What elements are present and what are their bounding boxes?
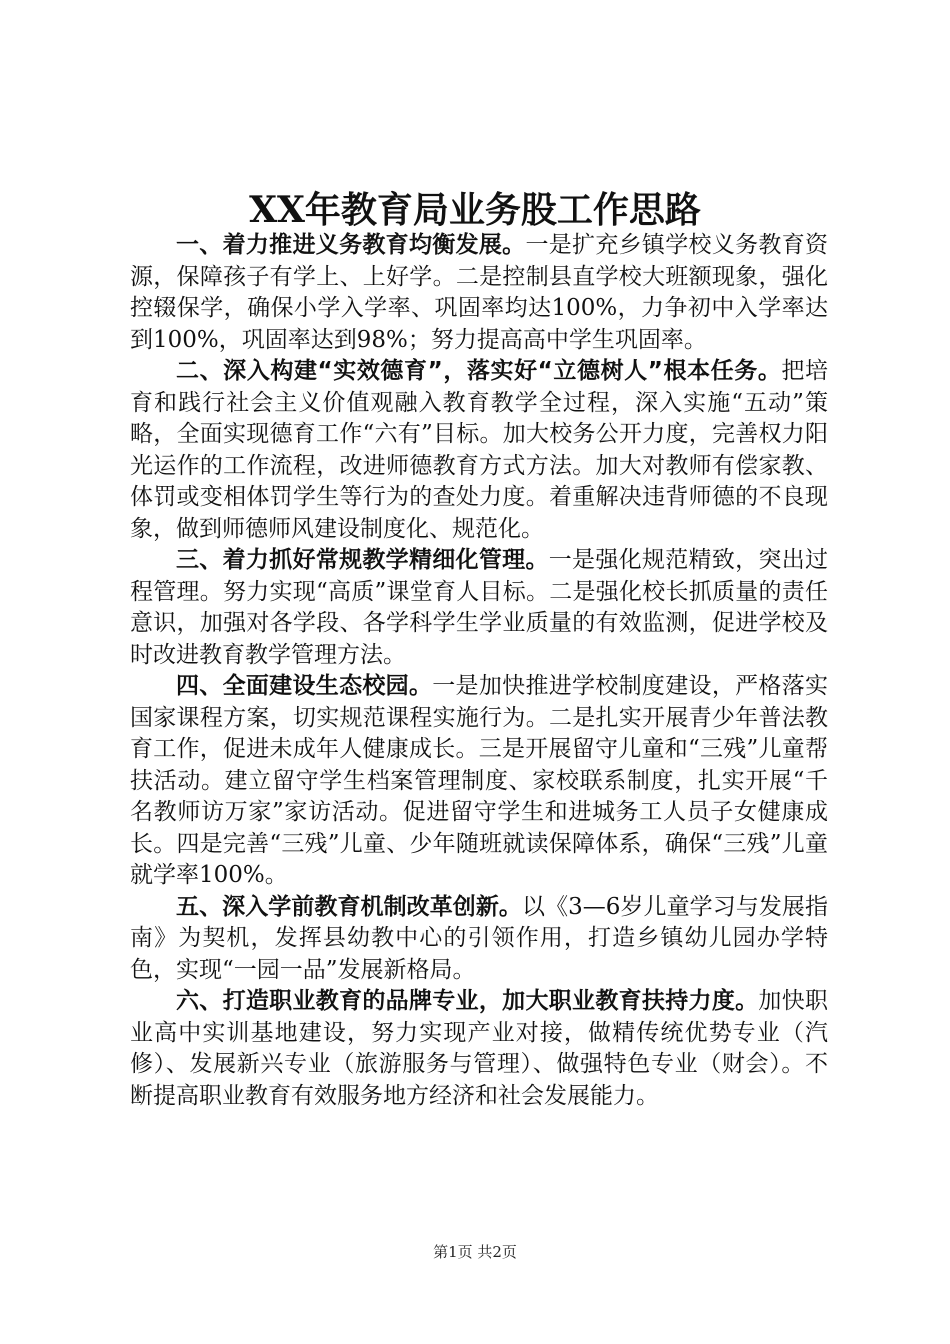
section-heading: 四、全面建设生态校园。 <box>176 673 433 699</box>
section-heading: 五、深入学前教育机制改革创新。 <box>176 893 522 920</box>
section-6 <box>130 986 828 1112</box>
document-title: XX年教育局业务股工作思路 <box>249 189 701 231</box>
section-2 <box>130 356 828 545</box>
section-text: 一是强化规范精致，突出过程管理。努力实现“高质”课堂育人目标。二是强化校长抓质量的责任意识，加强对各学段、各学科学生学业质量的有效监测，促进学校及时改进教育教学管理方法。 <box>130 547 829 668</box>
section-text: 一是扩充乡镇学校义务教育资源，保障孩子有学上、上好学。二是控制县直学校大班额现象，强化控辍保学，确保小学入学率、巩固率均达100%，力争初中入学率达到100%，巩固率达到98%；努力提高高中学生巩固率。 <box>130 232 829 353</box>
section-3 <box>130 545 828 671</box>
section-text: 以《3—6岁儿童学习与发展指南》为契机，发挥县幼教中心的引领作用，打造乡镇幼儿园办学特色，实现“一园一品”发展新格局。 <box>130 893 828 983</box>
section-4 <box>130 671 828 892</box>
section-heading: 一、着力推进义务教育均衡发展。 <box>176 232 526 258</box>
section-1 <box>130 230 828 356</box>
section-text: 把培育和践行社会主义价值观融入教育教学全过程，深入实施“五动”策略，全面实现德育工作“六有”目标。加大校务公开力度，完善权力阳光运作的工作流程，改进师德教育方式方法。加大对教师有偿家教、体罚或变相体罚学生等行为的查处力度。着重解决违背师德的不良现象，做到师德师风建设制度化、规范化。 <box>130 358 828 542</box>
page-footer: 第1页 共2页 <box>433 1243 517 1261</box>
section-5 <box>130 892 828 987</box>
section-heading: 六、打造职业教育的品牌专业，加大职业教育扶持力度。 <box>176 988 759 1014</box>
section-text: 加快职业高中实训基地建设，努力实现产业对接，做精传统优势专业（汽修）、发展新兴专业（旅游服务与管理）、做强特色专业（财会）。不断提高职业教育有效服务地方经济和社会发展能力。 <box>130 988 829 1109</box>
section-text: 一是加快推进学校制度建设，严格落实国家课程方案，切实规范课程实施行为。二是扎实开展青少年普法教育工作，促进未成年人健康成长。三是开展留守儿童和“三残”儿童帮扶活动。建立留守学生档案管理制度、家校联系制度，扎实开展“千名教师访万家”家访活动。促进留守学生和进城务工人员子女健康成长。四是完善“三残”儿童、少年随班就读保障体系，确保“三残”儿童就学率100%。 <box>130 673 829 888</box>
section-heading: 三、着力抓好常规教学精细化管理。 <box>176 547 549 573</box>
document-body <box>130 230 828 1112</box>
section-heading: 二、深入构建“实效德育”，落实好“立德树人”根本任务。 <box>176 358 782 384</box>
